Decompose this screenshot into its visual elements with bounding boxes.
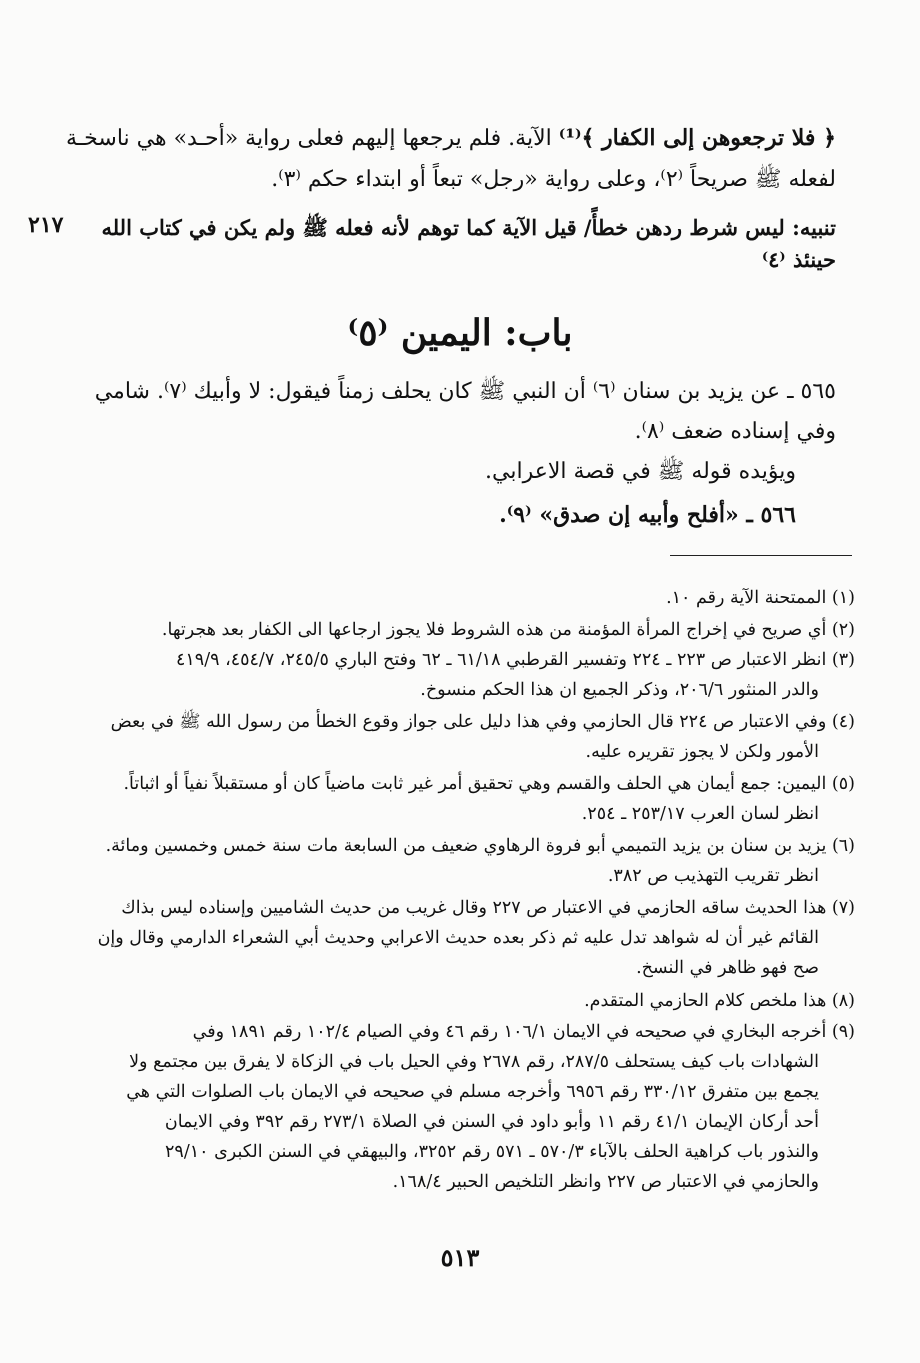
footnote-line: انظر لسان العرب ٢٥٣/١٧ ـ ٢٥٤. — [581, 804, 819, 824]
footnote-line: والدر المنثور ٢٠٦/٦، وذكر الجميع ان هذا الحكم منسوخ. — [420, 680, 819, 700]
footnote-line: (٩) أخرجه البخاري في صحيحه في الايمان ١٠٦/١ رقم ٤٦ وفي الصيام ١٠٢/٤ رقم ١٨٩١ وفي — [192, 1022, 855, 1042]
footnote-5 — [95, 769, 855, 829]
footnote-1 — [95, 583, 855, 613]
note-line-2: حينئذ ⁽٤⁾ — [761, 247, 836, 272]
footnote-line: والنذور باب كراهية الحلف بالآباء ٥٧٠/٣ ـ ٥٧١ رقم ٣٢٥٢، والبيهقي في السنن الكبرى ٢٩/١٠ — [165, 1142, 819, 1162]
note-line-1: تنبيه: ليس شرط ردهن خطأً/ قيل الآية كما توهم لأنه فعله ﷺ ولم يكن في كتاب الله — [101, 215, 836, 240]
footnote-line: والحازمي في الاعتبار ص ٢٢٧ وانظر التلخيص الحبير ١٦٨/٤. — [392, 1172, 819, 1192]
margin-number: ٢١٧ — [28, 212, 64, 238]
footnote-line: الأمور ولكن لا يجوز تقريره عليه. — [585, 742, 819, 762]
header-line-1-text: الآية. فلم يرجعها إليهم فعلى رواية «أحـد» هي ناسخـة — [65, 126, 559, 151]
footnote-line: (٣) انظر الاعتبار ص ٢٢٣ ـ ٢٢٤ وتفسير القرطبي ٦١/١٨ ـ ٦٢ وفتح الباري ٢٤٥/٥، ٤٥٤/٧، ٤١٩/٩ — [176, 650, 855, 670]
footnote-line: (٤) وفي الاعتبار ص ٢٢٤ قال الحازمي وفي هذا دليل على جواز وقوع الخطأ من رسول الله ﷺ في بعض — [110, 712, 855, 732]
footnote-8 — [95, 986, 855, 1016]
hadith-565-line-1: ٥٦٥ ـ عن يزيد بن سنان ⁽٦⁾ أن النبي ﷺ كان يحلف زمناً فيقول: لا وأبيك ⁽٧⁾. شامي — [94, 379, 836, 404]
footnote-line: (٢) أي صريح في إخراج المرأة المؤمنة من هذه الشروط فلا يجوز ارجاعها الى الكفار بعد هجرتها. — [161, 620, 855, 640]
quran-verse: ﴿ فلا ترجعوهن إلى الكفار ﴾⁽¹⁾ — [558, 125, 836, 151]
footnote-line: انظر تقريب التهذيب ص ٣٨٢. — [607, 866, 819, 886]
footnote-line: (٧) هذا الحديث ساقه الحازمي في الاعتبار ص ٢٢٧ وقال غريب من حديث الشاميين وإسناده ليس بذاك — [121, 898, 855, 918]
footnote-line: القائم غير أن له شواهد تدل عليه ثم ذكر بعده حديث الاعرابي وحديث أبي الشعراء الدارمي وقال وإن — [97, 928, 819, 948]
chapter-title: باب: اليمين ⁽٥⁾ — [347, 312, 573, 354]
footnote-line: صح فهو ظاهر في النسخ. — [636, 958, 819, 978]
footnote-4 — [95, 707, 855, 767]
hadith-support-line: ويؤيده قوله ﷺ في قصة الاعرابي. — [485, 459, 796, 484]
footnote-line: الشهادات باب كيف يستحلف ٢٨٧/٥، رقم ٢٦٧٨ وفي الحيل باب في الزكاة لا يفرق بين مجتمع ولا — [129, 1052, 819, 1072]
footnote-9 — [95, 1017, 855, 1197]
footnote-line: أحد أركان الإيمان ٤١/١ رقم ١١ وأبو داود في السنن في الصلاة ٢٧٣/١ رقم ٣٩٢ وفي الايمان — [164, 1112, 819, 1132]
footnote-line: (٨) هذا ملخص كلام الحازمي المتقدم. — [584, 991, 855, 1011]
footnote-2 — [95, 615, 855, 645]
footnote-7 — [95, 893, 855, 983]
footnote-line: يجمع بين متفرق ٣٣٠/١٢ رقم ٦٩٥٦ وأخرجه مسلم في صحيحه في الايمان باب الصلوات التي هي — [126, 1082, 819, 1102]
footnote-6 — [95, 831, 855, 891]
page-number: ٥١٣ — [440, 1243, 480, 1272]
footnote-3 — [95, 645, 855, 705]
hadith-566: ٥٦٦ ـ «أفلح وأبيه إن صدق» ⁽٩⁾. — [499, 502, 796, 528]
hadith-565-line-2: وفي إسناده ضعف ⁽٨⁾. — [634, 419, 836, 444]
header-line-1 — [65, 118, 836, 159]
footnote-line: (٥) اليمين: جمع أيمان هي الحلف والقسم وهي تحقيق أمر غير ثابت ماضياً كان أو مستقبلاً نفياً أو اثباتاً. — [123, 774, 855, 794]
footnote-line: (١) الممتحنة الآية رقم ١٠. — [666, 588, 855, 608]
footnote-line: (٦) يزيد بن سنان بن يزيد التميمي أبو فروة الرهاوي ضعيف من السابعة مات سنة خمس وخمسين ومائة. — [105, 836, 855, 856]
footnote-separator — [670, 555, 852, 556]
header-line-2: لفعله ﷺ صريحاً ⁽٢⁾، وعلى رواية «رجل» تبعاً أو ابتداء حكم ⁽٣⁾. — [271, 167, 836, 192]
